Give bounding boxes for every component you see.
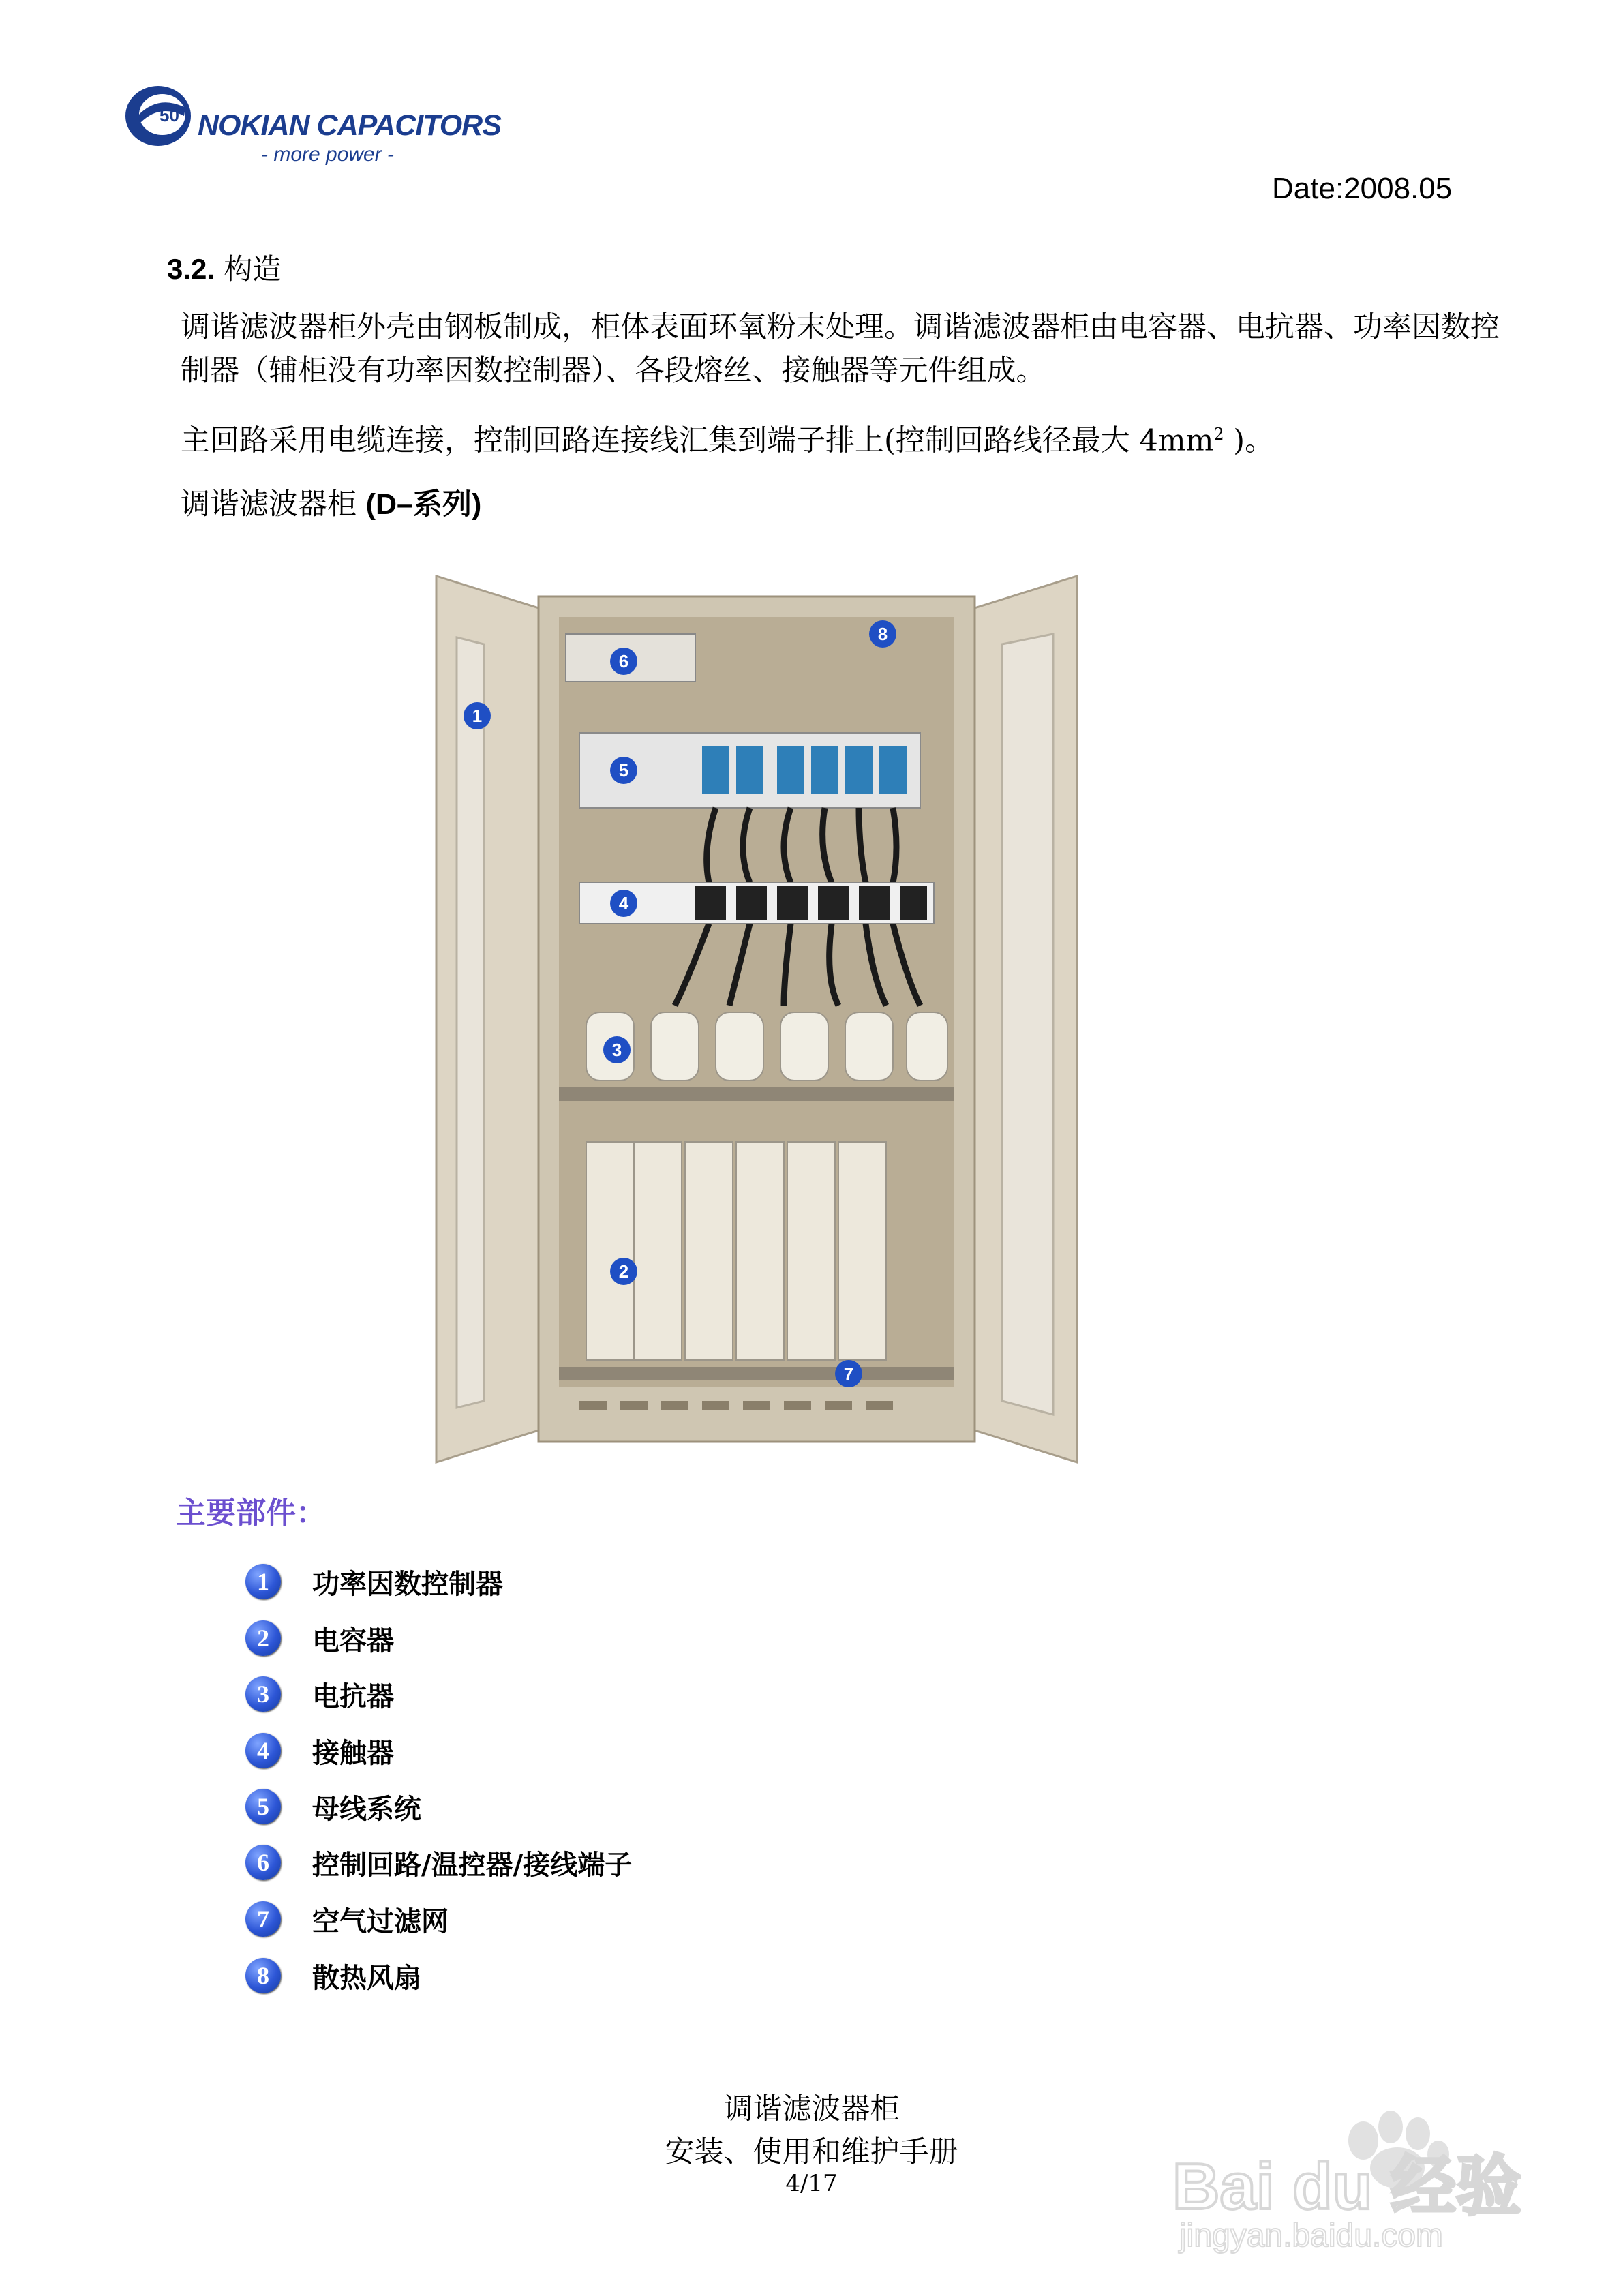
- part-number-badge: 1: [245, 1564, 281, 1599]
- part-label: 电抗器: [312, 1680, 394, 1712]
- part-label: 母线系统: [312, 1793, 421, 1825]
- part-item: [245, 1670, 394, 1718]
- baidu-watermark: [1159, 2079, 1568, 2256]
- footer-title: 调谐滤波器柜: [723, 2092, 900, 2126]
- construction-paragraph: 调谐滤波器柜外壳由钢板制成，柜体表面环氧粉末处理。调谐滤波器柜由电容器、电抗器、功率因数控制器（辅柜没有功率因数控制器）、各段熔丝、接触器等元件组成。: [181, 310, 1500, 388]
- part-number-badge: 2: [245, 1620, 281, 1656]
- marker-6: [610, 648, 637, 675]
- part-number-badge: 4: [245, 1733, 281, 1768]
- part-label: 功率因数控制器: [312, 1568, 503, 1600]
- part-label: 接触器: [312, 1737, 394, 1769]
- logo-emblem-icon: [125, 86, 191, 146]
- svg-text:3: 3: [611, 1040, 622, 1060]
- wiring-paragraph: [181, 412, 1517, 462]
- part-item: [245, 1727, 394, 1774]
- part-label: 空气过滤网: [312, 1905, 449, 1937]
- wiring-text: 主回路采用电缆连接，控制回路连接线汇集到端子排上(控制回路线径最大 4mm: [181, 423, 1214, 458]
- part-item: [245, 1558, 503, 1605]
- svg-text:7: 7: [843, 1363, 854, 1384]
- svg-text:1: 1: [472, 706, 483, 726]
- logo-text: NOKIAN CAPACITORS: [198, 109, 501, 142]
- logo-tagline: - more power -: [261, 143, 395, 166]
- marker-3: [603, 1036, 631, 1063]
- section-title: 构造: [224, 252, 282, 286]
- part-number-badge: 8: [245, 1958, 281, 1993]
- section-number: 3.2.: [167, 253, 215, 285]
- part-label: 散热风扇: [312, 1962, 421, 1994]
- page-number: 4/17: [785, 2170, 838, 2197]
- marker-4: [610, 890, 637, 917]
- part-item: [245, 1952, 421, 1999]
- wiring-text-end: )。: [1224, 423, 1275, 458]
- caption-prefix: 调谐滤波器柜: [181, 487, 366, 522]
- marker-7: [835, 1360, 862, 1387]
- svg-text:5: 5: [618, 760, 629, 781]
- part-item: [245, 1614, 394, 1662]
- footer-subtitle: 安装、使用和维护手册: [665, 2135, 958, 2169]
- part-item: [245, 1783, 421, 1830]
- part-label: 电容器: [312, 1625, 394, 1657]
- caption-series: (D–系列): [365, 488, 482, 521]
- section-heading: [167, 247, 281, 288]
- part-number-badge: 3: [245, 1676, 281, 1712]
- svg-text:jingyan.baidu.com: jingyan.baidu.com: [1179, 2218, 1443, 2254]
- marker-1: [464, 702, 491, 729]
- svg-text:8: 8: [877, 624, 888, 644]
- svg-text:6: 6: [618, 651, 629, 671]
- part-number-badge: 6: [245, 1845, 281, 1880]
- wiring-superscript: 2: [1213, 425, 1224, 444]
- svg-text:4: 4: [618, 893, 629, 913]
- document-date: Date:2008.05: [1272, 172, 1453, 205]
- cabinet-photo: [416, 542, 1097, 1479]
- part-label: 控制回路/温控器/接线端子: [312, 1849, 633, 1881]
- part-number-badge: 5: [245, 1789, 281, 1824]
- figure-caption: [181, 481, 481, 523]
- svg-text:Bai du 经验: Bai du 经验: [1172, 2150, 1522, 2223]
- svg-text:50: 50: [160, 105, 179, 125]
- marker-8: [869, 620, 896, 648]
- part-item: [245, 1839, 632, 1886]
- parts-title: 主要部件：: [176, 1496, 326, 1530]
- svg-text:2: 2: [618, 1261, 629, 1282]
- marker-2: [610, 1258, 637, 1285]
- marker-5: [610, 757, 637, 784]
- part-item: [245, 1895, 449, 1943]
- part-number-badge: 7: [245, 1901, 281, 1937]
